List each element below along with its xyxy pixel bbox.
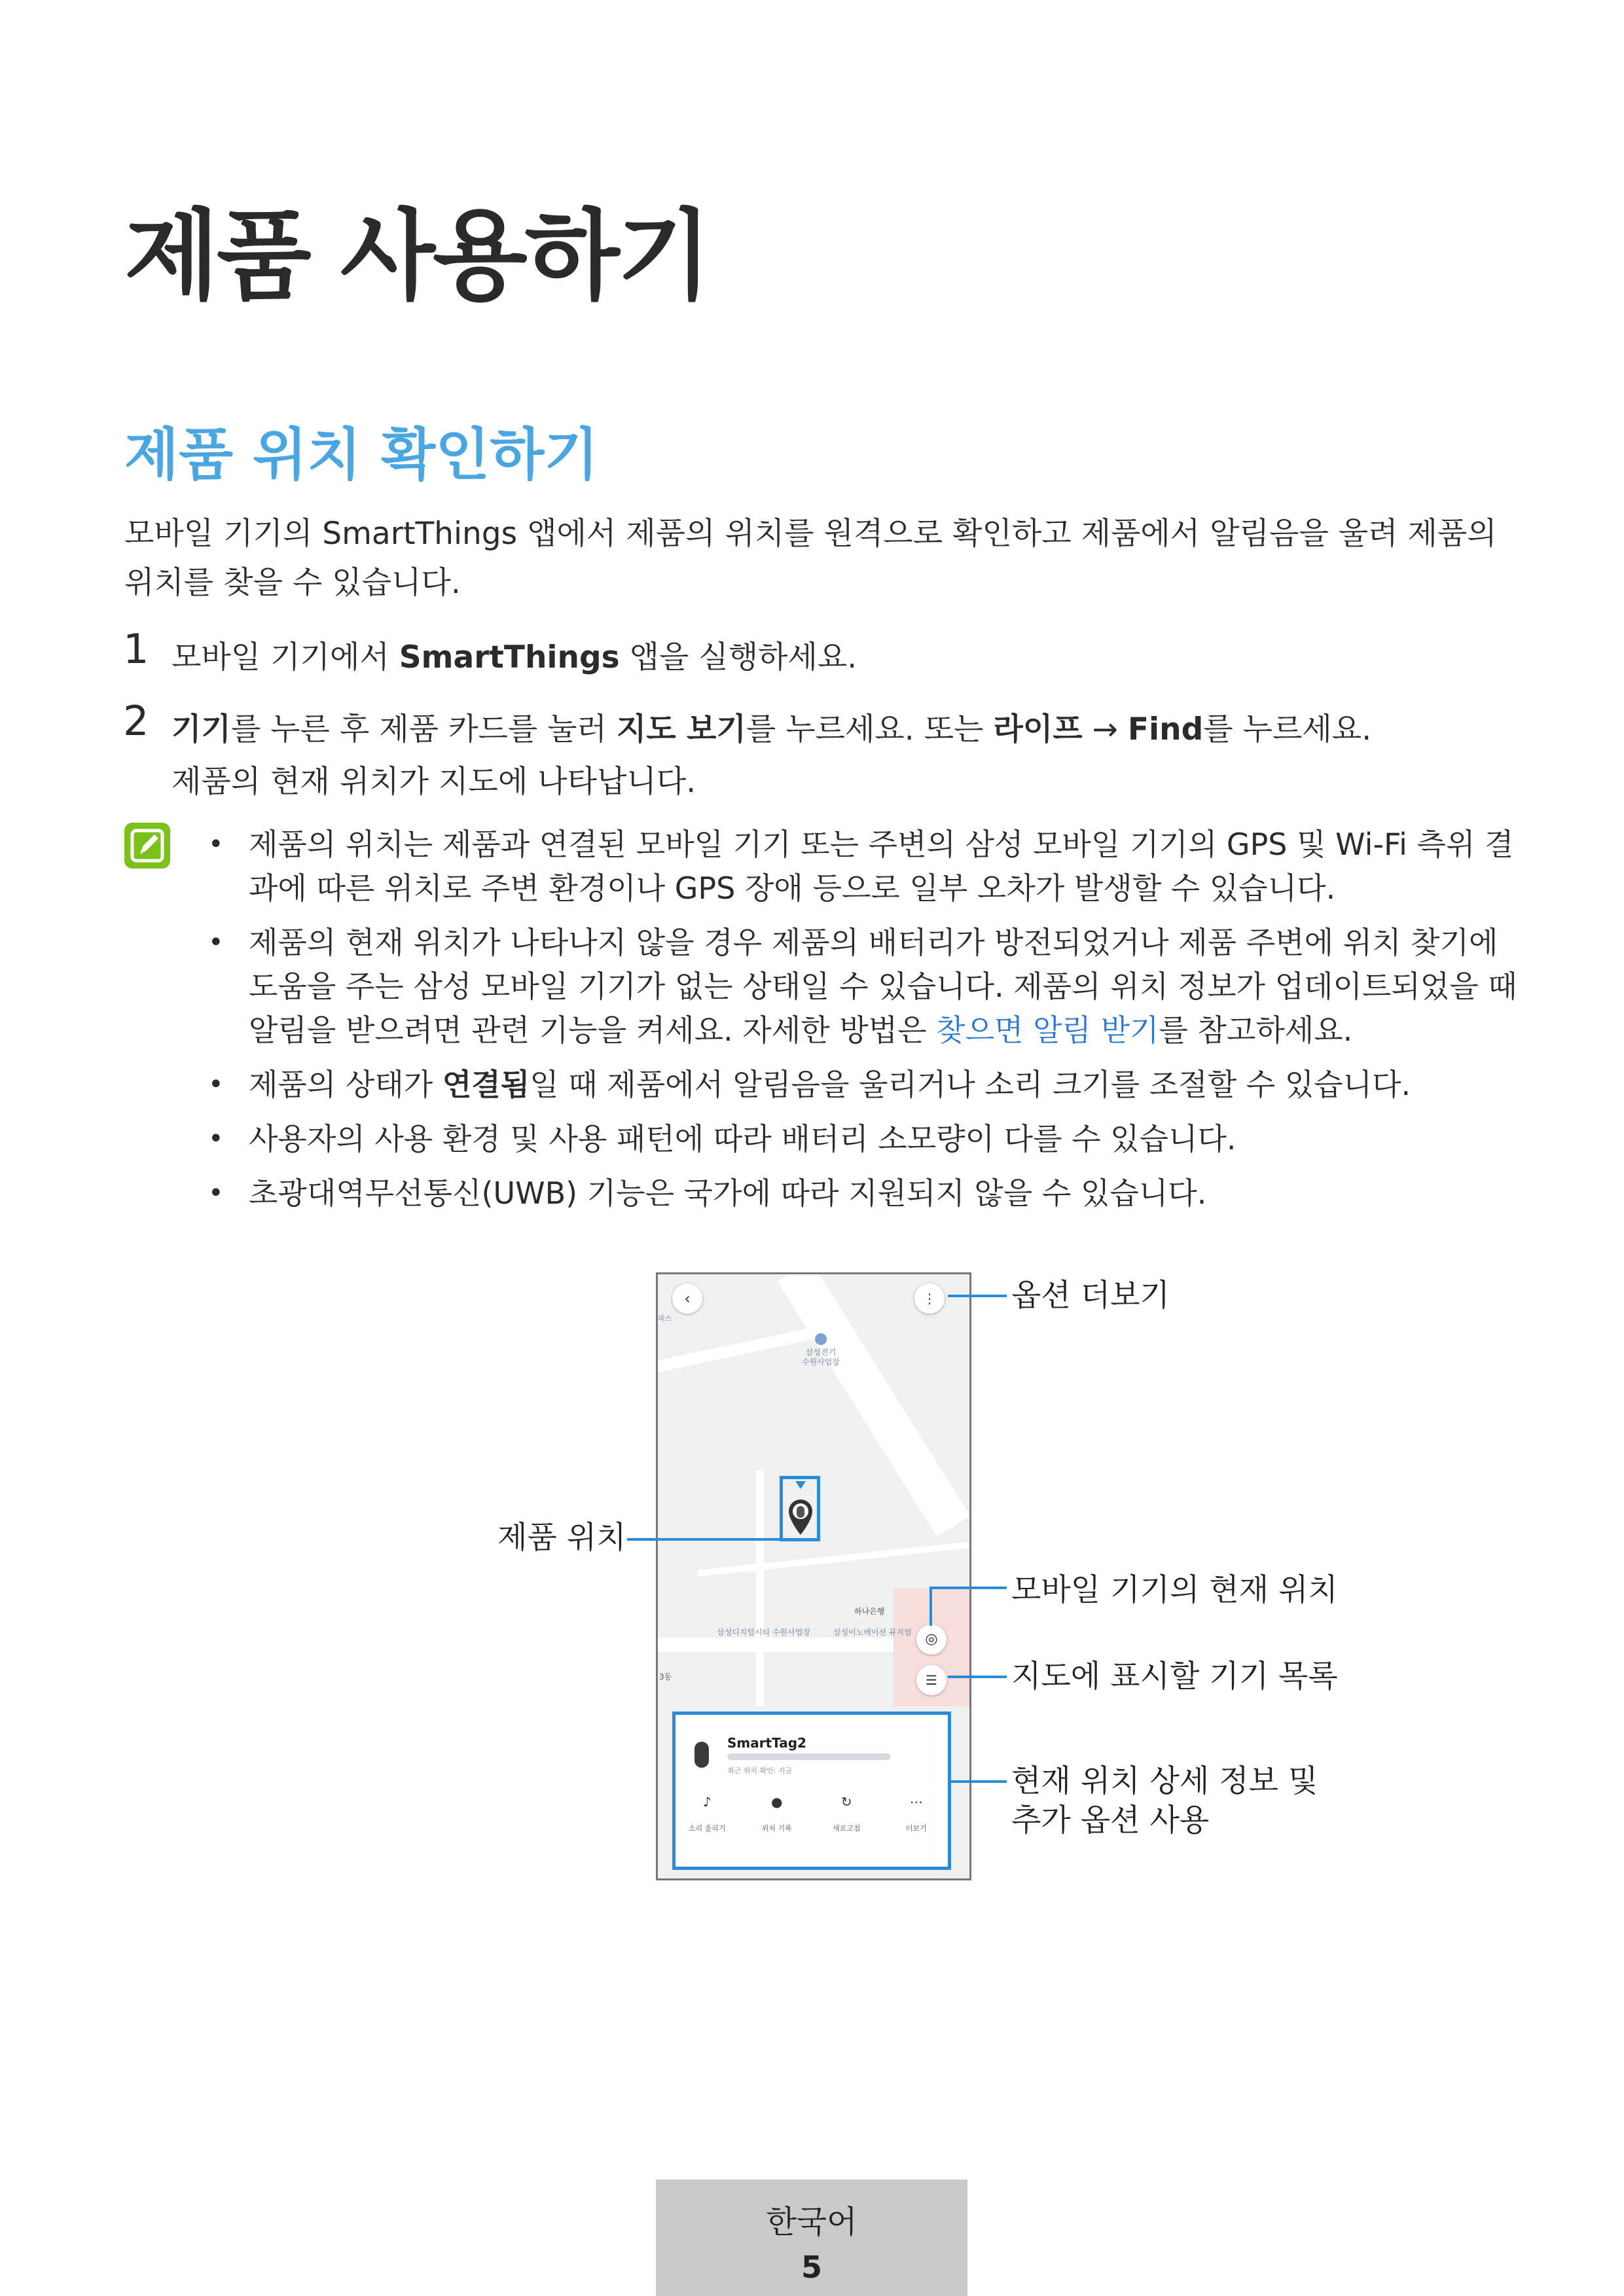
sound-button[interactable]: ♪ 소리 울리기 <box>688 1794 726 1833</box>
back-button[interactable]: ‹ <box>672 1283 702 1314</box>
callout-line-mobile-location-vertical <box>929 1587 932 1626</box>
note-item-4: • 사용자의 사용 환경 및 사용 패턴에 따라 배터리 소모량이 다를 수 있습니다. <box>196 1117 1532 1161</box>
note-list <box>196 823 1532 1226</box>
note-item-3: • 제품의 상태가 연결됨일 때 제품에서 알림음을 울리거나 소리 크기를 조절할 수 있습니다. <box>196 1063 1532 1107</box>
callout-line-more-options <box>948 1295 1007 1297</box>
section-title: 제품 위치 확인하기 <box>124 422 599 488</box>
product-location-highlight <box>780 1476 820 1541</box>
page-footer <box>656 2179 967 2296</box>
page-number: 5 <box>801 2250 822 2285</box>
map-label-6: 파스 <box>658 1314 672 1323</box>
note-item-2: • 제품의 현재 위치가 나타나지 않을 경우 제품의 배터리가 방전되었거나 제품 주변에 위치 찾기에 도움을 주는 삼성 모바일 기기가 없는 상태일 수 있습니다. 제품의 위치 정보가 업데이트되었을 때 알림을 받으려면 관련 기능을 켜세요. 자세한 방법은 찾으면 알림 받기를 참고하세요. <box>196 921 1532 1052</box>
location-history-button[interactable]: ● 위치 기록 <box>761 1794 792 1833</box>
callout-line-product-location <box>627 1538 784 1541</box>
callout-details-line-1: 현재 위치 상세 정보 및 <box>1011 1763 1318 1799</box>
callout-device-list: 지도에 표시할 기기 목록 <box>1011 1659 1338 1695</box>
device-last-seen: 최근 위치 확인: 지금 <box>727 1767 793 1775</box>
note-icon <box>124 823 170 869</box>
device-card-highlight <box>672 1712 951 1870</box>
page-title: 제품 사용하기 <box>124 200 710 314</box>
callout-mobile-location: 모바일 기기의 현재 위치 <box>1011 1572 1338 1608</box>
callout-line-details <box>949 1780 1007 1783</box>
note-item-5: • 초광대역무선통신(UWB) 기능은 국가에 따라 지원되지 않을 수 있습니다. <box>196 1172 1532 1215</box>
callout-more-options: 옵션 더보기 <box>1011 1278 1170 1314</box>
phone-screenshot <box>656 1272 971 1880</box>
step-2-number: 2 <box>123 697 149 745</box>
callout-line-mobile-location <box>929 1587 1007 1589</box>
note-item-1: • 제품의 위치는 제품과 연결된 모바일 기기 또는 주변의 삼성 모바일 기기의 GPS 및 Wi-Fi 측위 결과에 따른 위치로 주변 환경이나 GPS 장애 등으로 일부 오차가 발생할 수 있습니다. <box>196 823 1532 910</box>
map-label-4: 삼성이노베이션 뮤지엄 <box>833 1628 912 1637</box>
step-2-text: 기기를 누른 후 제품 카드를 눌러 지도 보기를 누르세요. 또는 라이프 → Find를 누르세요. <box>171 711 1372 747</box>
map-label-1: 삼성전기 수원사업장 <box>802 1333 840 1367</box>
find-notify-link[interactable]: 찾으면 알림 받기 <box>936 1013 1159 1048</box>
callout-product-location: 제품 위치 <box>497 1520 626 1556</box>
more-button[interactable]: ⋯ 더보기 <box>905 1794 927 1833</box>
device-name: SmartTag2 <box>727 1735 806 1751</box>
step-1-text: 모바일 기기에서 SmartThings 앱을 실행하세요. <box>171 639 857 675</box>
callout-line-device-list <box>948 1676 1007 1678</box>
intro-paragraph: 모바일 기기의 SmartThings 앱에서 제품의 위치를 원격으로 확인하고 제품에서 알림음을 울려 제품의 위치를 찾을 수 있습니다. <box>124 516 1497 601</box>
device-list-button[interactable]: ☰ <box>916 1665 947 1695</box>
map-label-5: 3동 <box>659 1672 672 1681</box>
step-2-subtext: 제품의 현재 위치가 지도에 나타납니다. <box>171 764 696 800</box>
smartthings-label: SmartThings <box>399 639 620 675</box>
map-label-3: 삼성디지털시티 수원사업장 <box>717 1628 810 1637</box>
my-location-button[interactable]: ◎ <box>916 1624 947 1655</box>
more-options-button[interactable]: ⋮ <box>914 1283 945 1314</box>
map-label-2: 하나은행 <box>854 1607 885 1616</box>
step-1-number: 1 <box>123 625 149 673</box>
refresh-button[interactable]: ↻ 새로고침 <box>832 1794 861 1833</box>
map-road <box>698 1541 971 1577</box>
map-road <box>756 1471 764 1706</box>
callout-details-line-2: 추가 옵션 사용 <box>1011 1803 1210 1839</box>
footer-language: 한국어 <box>766 2204 857 2240</box>
